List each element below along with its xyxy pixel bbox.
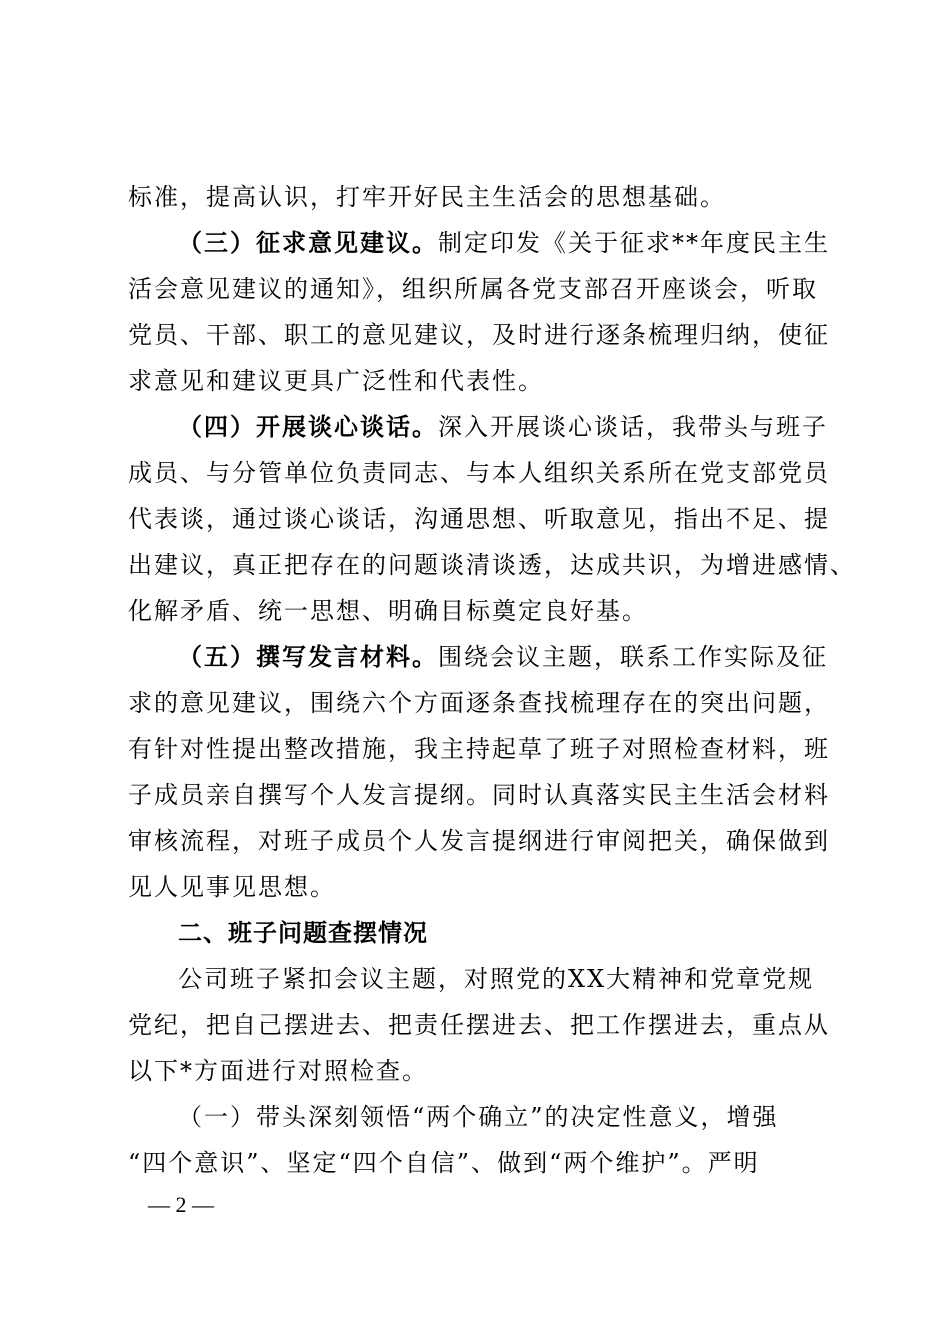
subsection-one-line: （一）带头深刻领悟“两个确立”的决定性意义，增强 [178, 1103, 779, 1131]
paragraph-text: 深入开展谈心谈话，我带头与班子 [438, 413, 828, 441]
paragraph-line: 出建议，真正把存在的问题谈清谈透，达成共识，为增进感情、 [128, 551, 856, 579]
paragraph-line: 党员、干部、职工的意见建议，及时进行逐条梳理归纳，使征 [128, 321, 830, 349]
paragraph-text: 制定印发《关于征求**年度民主生 [438, 229, 830, 257]
paragraph-line: 子成员亲自撰写个人发言提纲。同时认真落实民主生活会材料 [128, 781, 830, 809]
paragraph-line: 以下*方面进行对照检查。 [128, 1057, 428, 1085]
section-five-line [178, 642, 828, 672]
paragraph-line: 见人见事见思想。 [128, 873, 336, 901]
section-four-line [178, 412, 828, 442]
paragraph-line: 标准，提高认识，打牢开好民主生活会的思想基础。 [128, 183, 726, 211]
paragraph-line: 成员、与分管单位负责同志、与本人组织关系所在党支部党员 [128, 459, 830, 487]
section-five-heading: （五）撰写发言材料。 [178, 642, 438, 671]
paragraph-line: 党纪，把自己摆进去、把责任摆进去、把工作摆进去，重点从 [128, 1011, 830, 1039]
paragraph-line: “四个意识”、坚定“四个自信”、做到“两个维护”。严明 [128, 1149, 760, 1177]
section-heading: 二、班子问题查摆情况 [178, 919, 428, 947]
paragraph-line: 活会意见建议的通知》，组织所属各党支部召开座谈会，听取 [128, 275, 818, 303]
section-three-heading: （三）征求意见建议。 [178, 228, 438, 257]
page-number: — 2 — [148, 1192, 214, 1217]
paragraph-line: 化解矛盾、统一思想、明确目标奠定良好基。 [128, 597, 648, 625]
paragraph-line: 审核流程，对班子成员个人发言提纲进行审阅把关，确保做到 [128, 827, 830, 855]
paragraph-line: 求的意见建议，围绕六个方面逐条查找梳理存在的突出问题， [128, 689, 830, 717]
paragraph-line: 有针对性提出整改措施，我主持起草了班子对照检查材料，班 [128, 735, 830, 763]
paragraph-line: 求意见和建议更具广泛性和代表性。 [128, 367, 544, 395]
paragraph-line: 代表谈，通过谈心谈话，沟通思想、听取意见，指出不足、提 [128, 505, 830, 533]
paragraph-text: 围绕会议主题，联系工作实际及征 [438, 643, 828, 671]
section-three-line [178, 228, 830, 258]
section-four-heading: （四）开展谈心谈话。 [178, 412, 438, 441]
paragraph-line: 公司班子紧扣会议主题，对照党的XX大精神和党章党规 [178, 965, 815, 993]
